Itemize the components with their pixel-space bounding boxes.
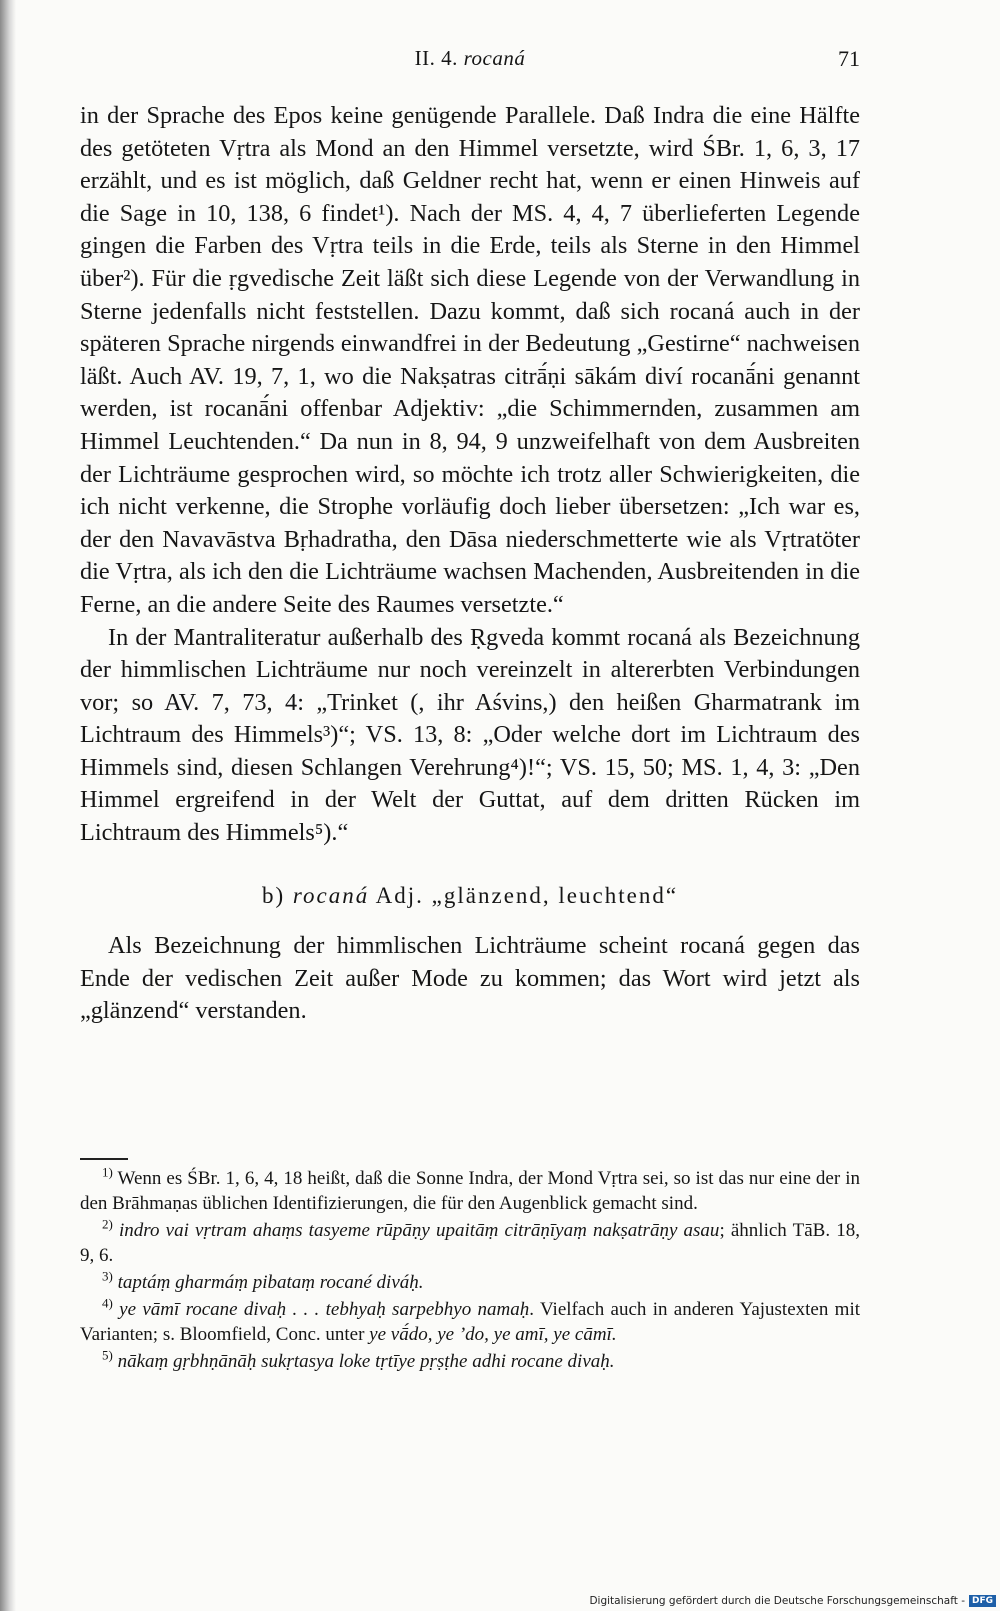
section-heading-term: rocaná bbox=[292, 882, 370, 908]
running-title-prefix: II. 4. bbox=[414, 46, 464, 70]
footnote-quote-2: ye vā́do, ye ’do, ye amī, ye cāmī. bbox=[369, 1324, 617, 1345]
running-title-term: rocaná bbox=[463, 46, 526, 70]
dfg-logo: DFG bbox=[969, 1595, 996, 1607]
footnote-text: Wenn es ŚBr. 1, 6, 4, 18 heißt, daß die Sonne Indra, der Mond Vṛtra sei, so ist das nur eine der in den Brāhmaṇas üblichen Identifizierungen, die für den Augenblick gemacht sind. bbox=[80, 1168, 860, 1214]
footnote-3 bbox=[80, 1270, 860, 1295]
section-heading-prefix: b) bbox=[261, 882, 293, 908]
footnote-quote: taptáṃ gharmáṃ pibataṃ rocané diváḥ. bbox=[117, 1272, 424, 1293]
footnote-4 bbox=[80, 1297, 860, 1347]
footnote-text: . Vielfach auch in anderen Yajustexten mit Varianten; s. Bloomfield, Conc. unter bbox=[80, 1299, 861, 1345]
credit-text: Digitalisierung gefördert durch die Deutsche Forschungsgemeinschaft - bbox=[589, 1595, 965, 1607]
footnote-rule-mask bbox=[128, 1158, 868, 1161]
footnote-1 bbox=[80, 1166, 860, 1216]
section-heading bbox=[80, 880, 860, 913]
footnote-quote: indro vai vṛtram ahaṃs tasyeme rūpāṇy upaitāṃ citrāṇīyaṃ nakṣatrāṇy asau bbox=[119, 1220, 720, 1241]
footnote-mark: 2) bbox=[102, 1216, 113, 1232]
section-heading-rest: Adj. „glänzend, leuchtend“ bbox=[369, 882, 679, 908]
footnote-5 bbox=[80, 1349, 860, 1374]
digitization-credit bbox=[589, 1595, 996, 1607]
footnote-mark: 5) bbox=[102, 1347, 113, 1363]
main-text bbox=[80, 100, 860, 1028]
footnote-quote: ye vāmī rocane divaḥ . . . tebhyaḥ sarpebhyo namaḥ bbox=[119, 1299, 530, 1320]
footnotes bbox=[80, 1158, 860, 1376]
footnote-mark: 1) bbox=[102, 1164, 113, 1180]
running-title bbox=[80, 46, 860, 71]
page-binding-edge bbox=[0, 0, 16, 1611]
footnote-2 bbox=[80, 1218, 860, 1268]
paragraph-3: Als Bezeichnung der himmlischen Lichträume scheint rocaná gegen das Ende der vedischen Zeit außer Mode zu kommen; das Wort wird jetzt als „glänzend“ verstanden. bbox=[80, 932, 860, 1025]
paragraph-1: in der Sprache des Epos keine genügende Parallele. Daß Indra die eine Hälfte des getöteten Vṛtra als Mond an den Himmel versetzte, wird ŚBr. 1, 6, 3, 17 erzählt, und es ist möglich, daß Geldner recht hat, wenn er einen Hinweis auf die Sage in 10, 138, 6 findet¹). Nach der MS. 4, 4, 7 überlieferten Legende gingen die Farben des Vṛtra teils in die Erde, teils als Sterne in den Himmel über²). Für die ṛgvedische Zeit läßt sich diese Legende von der Verwandlung in Sterne jedenfalls nicht feststellen. Dazu kommt, daß sich rocaná auch in der späteren Sprache nirgends einwandfrei in der Bedeutung „Gestirne“ nachweisen läßt. Auch AV. 19, 7, 1, wo die Nakṣatras citrā́ṇi sākám diví rocanā́ni genannt werden, ist rocanā́ni offenbar Adjektiv: „die Schimmernden, zusammen am Himmel Leuchtenden.“ Da nun in 8, 94, 9 unzweifelhaft von dem Ausbreiten der Lichträume gesprochen wird, so möchte ich trotz aller Schwierigkeiten, die ich nicht verkenne, die Strophe vorläufig doch lieber übersetzen: „Ich war es, der den Navavāstva Bṛhadratha, den Dāsa niederschmetterte wie als Vṛtratöter die Vṛtra, als ich den die Lichträume wachsen Machenden, Ausbreitenden in die Ferne, an die andere Seite des Raumes versetzte.“ bbox=[80, 102, 860, 618]
footnote-mark: 4) bbox=[102, 1295, 113, 1311]
footnote-mark: 3) bbox=[102, 1268, 113, 1284]
page-number: 71 bbox=[838, 46, 860, 71]
page-header bbox=[80, 46, 860, 76]
paragraph-2: In der Mantraliteratur außerhalb des Ṛgveda kommt rocaná als Bezeichnung der himmlischen Lichträume nur noch vereinzelt in altererbten Verbindungen vor; so AV. 7, 73, 4: „Trinket (, ihr Aśvins,) den heißen Gharmatrank im Lichtraum des Himmels³)“; VS. 13, 8: „Oder welche dort im Lichtraum des Himmels sind, diesen Schlangen Verehrung⁴)!“; VS. 15, 50; MS. 1, 4, 3: „Den Himmel ergreifend in der Welt der Guttat, auf dem dritten Rücken im Lichtraum des Himmels⁵).“ bbox=[80, 623, 860, 847]
footnote-text: ; ähnlich TāB. 18, 9, 6. bbox=[80, 1220, 860, 1266]
footnote-quote: nākaṃ gṛbhṇānāḥ sukṛtasya loke tṛtīye pṛṣṭhe adhi rocane divaḥ. bbox=[117, 1351, 615, 1372]
